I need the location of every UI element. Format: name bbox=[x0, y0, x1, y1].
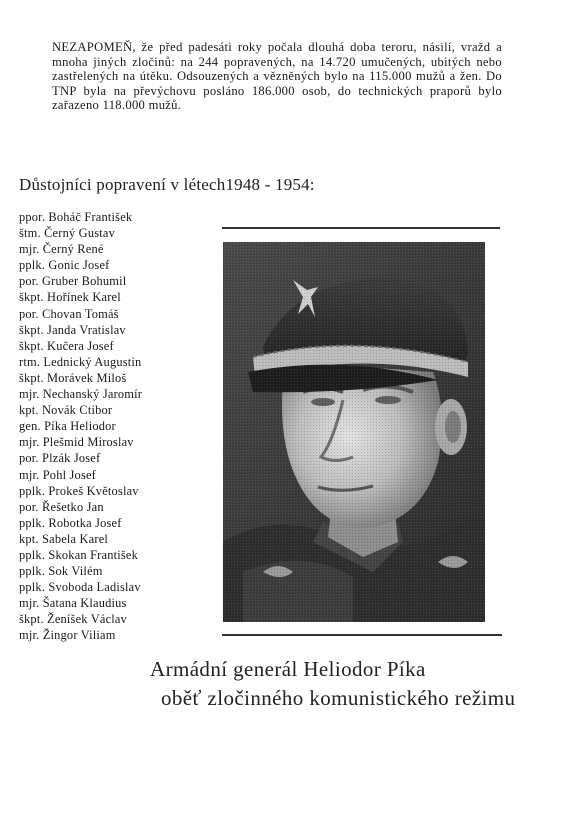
portrait-caption bbox=[150, 655, 515, 713]
list-item: por. Řešetko Jan bbox=[19, 499, 104, 514]
list-item: štm. Černý Gustav bbox=[19, 226, 115, 241]
list-item: škpt. Hořínek Karel bbox=[19, 290, 121, 305]
list-item: por. Plzák Josef bbox=[19, 451, 101, 466]
list-item: škpt. Ženíšek Václav bbox=[19, 612, 128, 627]
list-item: mjr. Nechanský Jaromír bbox=[19, 387, 143, 402]
list-item: škpt. Kučera Josef bbox=[19, 338, 114, 353]
divider-bottom bbox=[222, 634, 502, 636]
list-item: škpt. Morávek Miloš bbox=[19, 370, 127, 385]
list-item: pplk. Skokan František bbox=[19, 547, 139, 562]
list-item: mjr. Šatana Klaudius bbox=[19, 596, 127, 611]
list-item: kpt. Sabela Karel bbox=[19, 531, 109, 546]
list-item: kpt. Novák Ctibor bbox=[19, 403, 113, 418]
list-item: pplk. Prokeš Květoslav bbox=[19, 483, 139, 498]
list-item: ppor. Boháč František bbox=[19, 210, 133, 224]
intro-paragraph bbox=[52, 40, 502, 113]
intro-lead: NEZAPOMEŇ bbox=[52, 40, 133, 54]
list-item: rtm. Lednický Augustin bbox=[19, 354, 142, 369]
list-item: por. Gruber Bohumil bbox=[19, 274, 127, 289]
list-item: pplk. Gonic Josef bbox=[19, 258, 110, 273]
list-item: pplk. Svoboda Ladislav bbox=[19, 580, 141, 595]
divider-top bbox=[222, 227, 500, 229]
list-item: gen. Píka Heliodor bbox=[19, 419, 116, 434]
list-item: mjr. Plešmid Miroslav bbox=[19, 435, 134, 450]
list-item: mjr. Pohl Josef bbox=[19, 467, 97, 482]
list-item: mjr. Žingor Viliam bbox=[19, 628, 116, 643]
list-item: pplk. Sok Vilém bbox=[19, 564, 103, 579]
list-item: škpt. Janda Vratislav bbox=[19, 322, 126, 337]
list-item: por. Chovan Tomáš bbox=[19, 306, 119, 321]
list-item: pplk. Robotka Josef bbox=[19, 515, 122, 530]
caption-line-1: Armádní generál Heliodor Píka bbox=[150, 657, 426, 681]
caption-line-2: oběť zločinného komunistického režimu bbox=[161, 686, 516, 710]
intro-text: , že před padesáti roky počala dlouhá doba teroru, násilí, vražd a mnoha jiných zločinů: na 244 popravených, na 14.720 umučených, ubitých nebo zastřelených na útěku. Odsouzených a vězněných bylo na 115.000 mužů a žen. Do TNP byla na převýchovu posláno 186.000 osob, do technických praporů bylo zařazeno 118.000 mužů. bbox=[52, 40, 502, 113]
portrait-photo bbox=[223, 242, 485, 622]
list-item: mjr. Černý René bbox=[19, 242, 104, 257]
officer-list bbox=[19, 209, 142, 644]
officers-heading: Důstojníci popravení v létech1948 - 1954: bbox=[19, 175, 315, 194]
